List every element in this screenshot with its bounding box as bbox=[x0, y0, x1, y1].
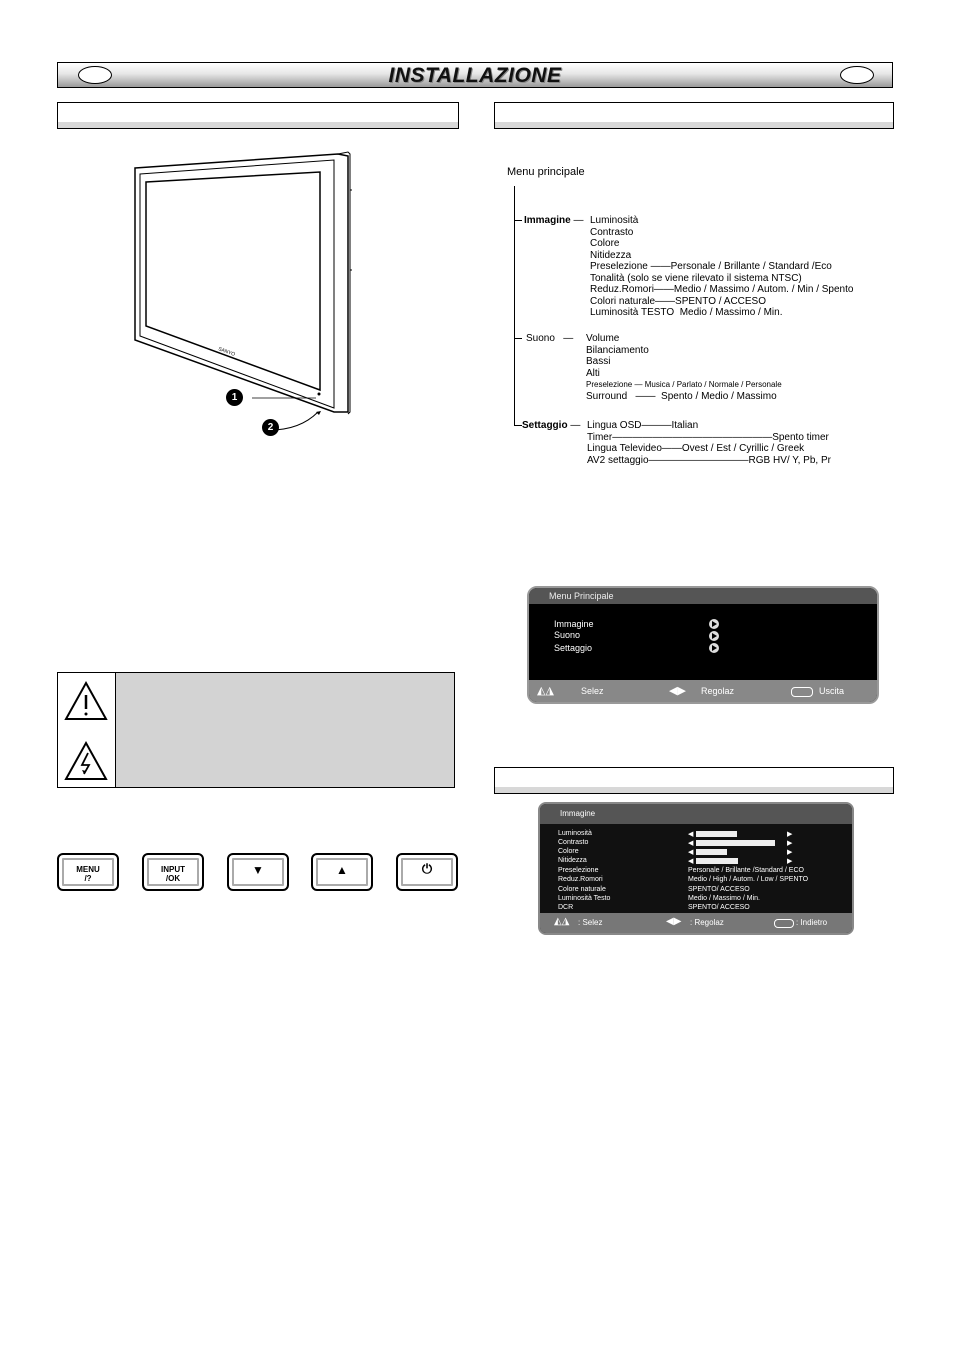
slider-right-icon: ▶ bbox=[787, 858, 793, 865]
menu-tree-root: Menu principale bbox=[507, 166, 585, 178]
osd-footer: ◭◮ Selez ◀▶ Regolaz Uscita bbox=[529, 680, 877, 702]
input-ok-button-label: INPUT /OK bbox=[161, 865, 185, 883]
image-osd-title: Immagine bbox=[540, 804, 852, 824]
tree-immagine-items: Luminosità Contrasto Colore Nitidezza Preselezione ——Personale / Brillante / Standard /Eco Tonalità (solo se viene rilevato il sistema NTSC) Reduz.Romori——Medio / Massimo / Autom. / Min / Spento Colori naturale——SPENTO / ACCESO Luminosità TESTO Medio / Massimo / Min. bbox=[590, 215, 854, 318]
warning-icons bbox=[58, 673, 115, 789]
down-button[interactable] bbox=[227, 853, 289, 891]
updown-icon: ◭◮ bbox=[554, 916, 570, 927]
slider-left-icon: ◀ bbox=[688, 840, 694, 847]
row-contrasto[interactable]: Contrasto bbox=[558, 839, 589, 846]
slider-left-icon: ◀ bbox=[688, 858, 694, 865]
menu-key-icon bbox=[791, 687, 813, 697]
slider-contrasto[interactable] bbox=[696, 840, 775, 846]
title-bar bbox=[57, 62, 893, 88]
menu-button-label: MENU /? bbox=[76, 865, 100, 883]
input-ok-button[interactable] bbox=[142, 853, 204, 891]
tree-suono: Suono — bbox=[526, 333, 574, 344]
exclamation-icon bbox=[66, 683, 106, 719]
leftright-icon: ◀▶ bbox=[666, 916, 682, 927]
arrow-right-icon bbox=[709, 631, 719, 641]
row-luminosita[interactable]: Luminosità bbox=[558, 830, 592, 837]
warning-body bbox=[116, 673, 454, 787]
slider-right-icon: ▶ bbox=[787, 831, 793, 838]
slider-left-icon: ◀ bbox=[688, 849, 694, 856]
image-osd-footer: ◭◮ : Selez ◀▶ : Regolaz : Indietro bbox=[540, 913, 852, 933]
svg-text:SANYO: SANYO bbox=[217, 346, 236, 358]
arrow-right-icon bbox=[709, 643, 719, 653]
slider-luminosita[interactable] bbox=[696, 831, 737, 837]
callout-2: 2 bbox=[262, 419, 279, 436]
slider-left-icon: ◀ bbox=[688, 831, 694, 838]
section-box-left bbox=[57, 102, 459, 129]
tree-trunk bbox=[514, 186, 515, 426]
callout-1: 1 bbox=[226, 389, 243, 406]
warning-box bbox=[57, 672, 455, 788]
arrow-down-icon: ▼ bbox=[252, 863, 264, 877]
row-nitidezza[interactable]: Nitidezza bbox=[558, 857, 587, 864]
row-luminosita-testo[interactable]: Luminosità Testo bbox=[558, 895, 611, 902]
menu-key-icon bbox=[774, 919, 794, 928]
osd-item-immagine[interactable]: Immagine bbox=[554, 619, 594, 629]
lightning-icon bbox=[66, 743, 106, 779]
power-button[interactable] bbox=[396, 853, 458, 891]
image-menu-osd bbox=[538, 802, 854, 935]
value-preselezione: Personale / Brillante /Standard / ECO bbox=[688, 867, 804, 874]
value-reduz: Medio / High / Autom. / Low / SPENTO bbox=[688, 876, 809, 883]
slider-colore[interactable] bbox=[696, 849, 727, 855]
power-icon: ⏻ bbox=[421, 862, 433, 877]
slider-right-icon: ▶ bbox=[787, 840, 793, 847]
updown-icon: ◭◮ bbox=[537, 685, 554, 697]
tree-immagine: Immagine — bbox=[524, 215, 584, 226]
tree-settaggio-items: Lingua OSD———Italian Timer————————————————Spento timer Lingua Televideo——Ovest / Est / Cyrillic / Greek AV2 settaggio——————————RGB HV/ Y, Pb, Pr bbox=[587, 420, 831, 466]
row-colore[interactable]: Colore bbox=[558, 848, 579, 855]
slider-right-icon: ▶ bbox=[787, 849, 793, 856]
tree-suono-items: Volume Bilanciamento Bassi Alti Preselezione — Musica / Parlato / Normale / Personale Surround —— Spento / Medio / Massimo bbox=[586, 333, 782, 402]
osd-title: Menu Principale bbox=[529, 588, 877, 604]
right-oval bbox=[840, 66, 874, 84]
tree-settaggio: Settaggio — bbox=[522, 420, 581, 431]
tv-illustration bbox=[120, 150, 370, 440]
value-colore-naturale: SPENTO/ ACCESO bbox=[688, 886, 750, 893]
section-box-image bbox=[494, 767, 894, 794]
row-reduz[interactable]: Reduz.Romori bbox=[558, 876, 603, 883]
value-dcr: SPENTO/ ACCESO bbox=[688, 904, 750, 911]
menu-button[interactable] bbox=[57, 853, 119, 891]
leftright-icon: ◀▶ bbox=[669, 685, 686, 697]
section-box-right bbox=[494, 102, 894, 129]
osd-item-suono[interactable]: Suono bbox=[554, 630, 581, 640]
value-luminosita-testo: Medio / Massimo / Min. bbox=[688, 895, 760, 902]
arrow-right-icon bbox=[709, 619, 719, 629]
row-dcr[interactable]: DCR bbox=[558, 904, 574, 911]
slider-nitidezza[interactable] bbox=[696, 858, 738, 864]
osd-item-settaggio[interactable]: Settaggio bbox=[554, 643, 593, 653]
row-preselezione[interactable]: Preselezione bbox=[558, 867, 599, 874]
row-colore-naturale[interactable]: Colore naturale bbox=[558, 886, 606, 893]
main-menu-osd bbox=[527, 586, 879, 704]
arrow-up-icon: ▲ bbox=[336, 863, 348, 877]
page-title: INSTALLAZIONE bbox=[388, 64, 562, 87]
up-button[interactable] bbox=[311, 853, 373, 891]
